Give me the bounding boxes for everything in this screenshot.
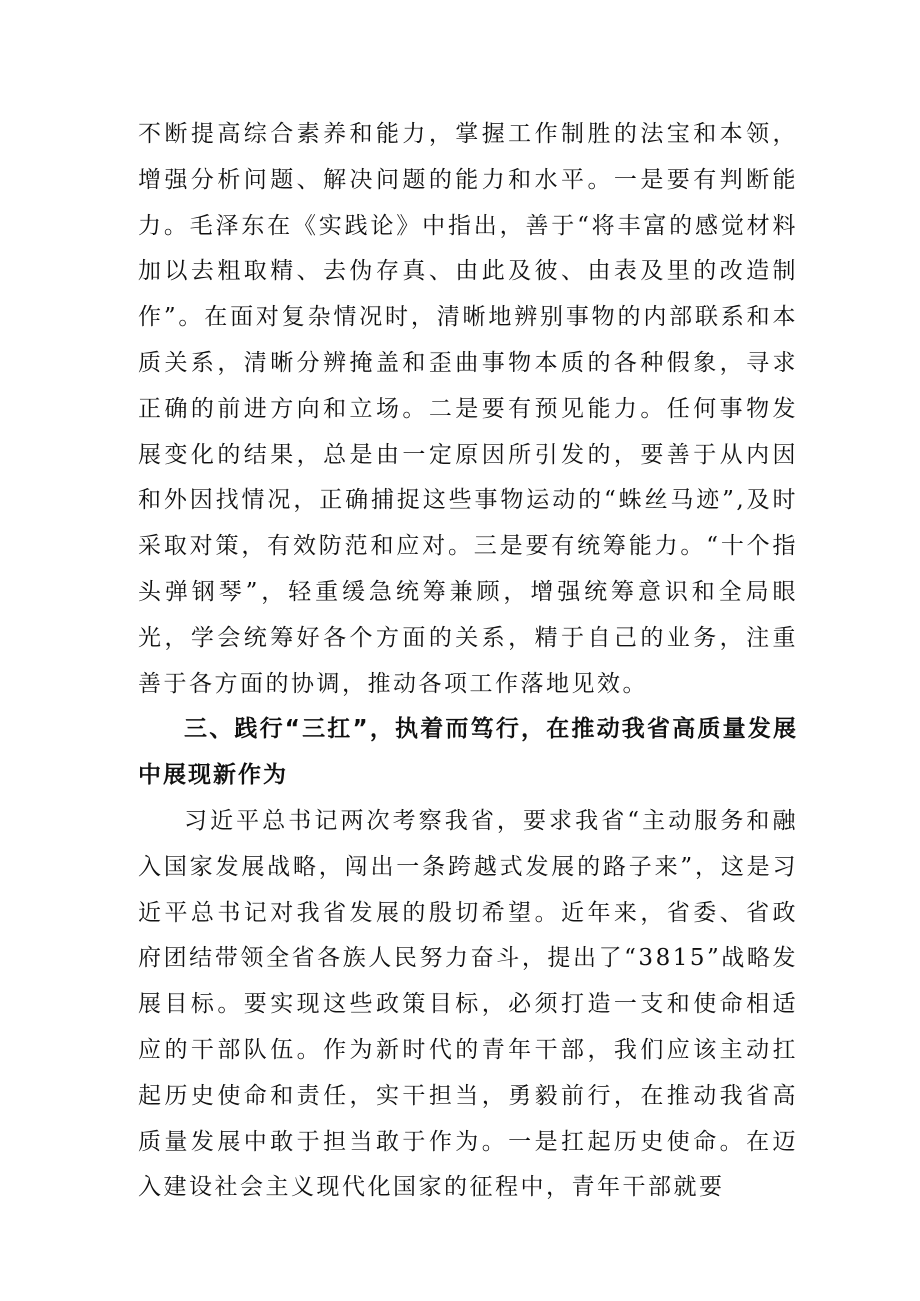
- document-body: [138, 112, 798, 1211]
- body-paragraph-continued: 不断提高综合素养和能力，掌握工作制胜的法宝和本领，增强分析问题、解决问题的能力和水平。一是要有判断能力。毛泽东在《实践论》中指出，善于“将丰富的感觉材料加以去粗取精、去伪存真、由此及彼、由表及里的改造制作”。在面对复杂情况时，清晰地辨别事物的内部联系和本质关系，清晰分辨掩盖和歪曲事物本质的各种假象，寻求正确的前进方向和立场。二是要有预见能力。任何事物发展变化的结果，总是由一定原因所引发的，要善于从内因和外因找情况，正确捕捉这些事物运动的“蛛丝马迹”,及时采取对策，有效防范和应对。三是要有统筹能力。“十个指头弹钢琴”，轻重缓急统筹兼顾，增强统筹意识和全局眼光，学会统筹好各个方面的关系，精于自己的业务，注重善于各方面的协调，推动各项工作落地见效。: [138, 121, 798, 697]
- section-heading: 三、践行“三扛”，执着而笃行，在推动我省高质量发展中展现新作为: [138, 716, 798, 789]
- body-paragraph: 习近平总书记两次考察我省，要求我省“主动服务和融入国家发展战略，闯出一条跨越式发展的路子来”，这是习近平总书记对我省发展的殷切希望。近年来，省委、省政府团结带领全省各族人民努力奋斗，提出了“3815”战略发展目标。要实现这些政策目标，必须打造一支和使命相适应的干部队伍。作为新时代的青年干部，我们应该主动扛起历史使命和责任，实干担当，勇毅前行，在推动我省高质量发展中敢于担当敢于作为。一是扛起历史使命。在迈入建设社会主义现代化国家的征程中，青年干部就要: [138, 807, 798, 1201]
